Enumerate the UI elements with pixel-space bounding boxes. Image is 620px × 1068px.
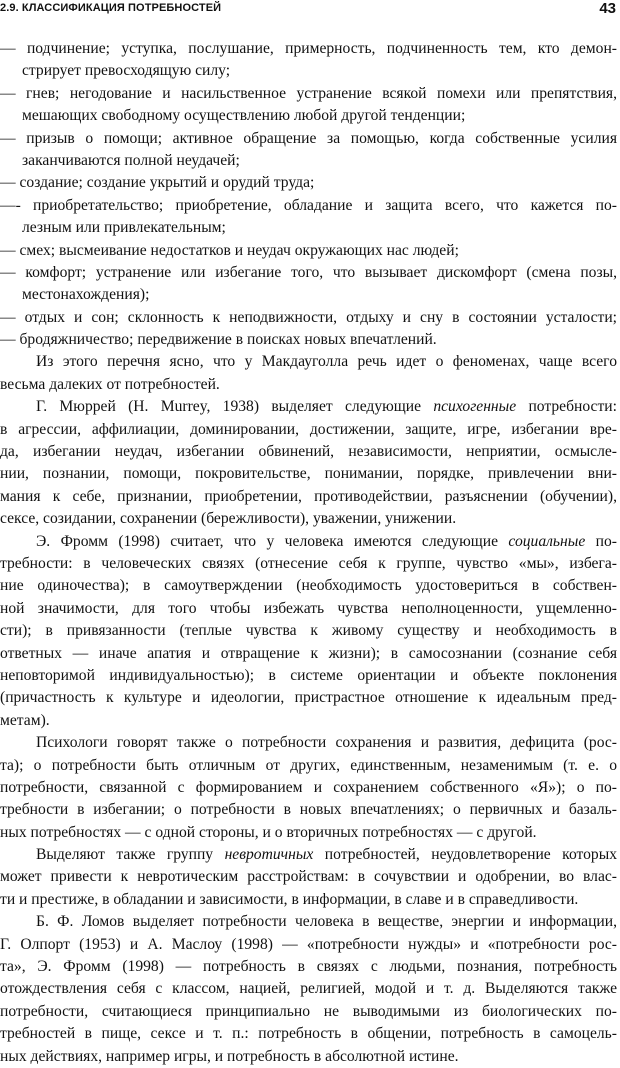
list-item-line: местонахождения); [22,286,150,304]
paragraph-line: Психологи говорят также о потребности сохранения и развития, дефицита (рос- [36,734,617,752]
paragraph-line: сти); в привязанности (теплые чувства к живому существу и необходимость в [0,622,617,640]
paragraph-line: может привести к невротическим расстройствам: в сочувствии и одобрении, во влас- [0,868,617,886]
paragraph-line: да, избегании неудач, избегании обвинений, независимости, неприятии, осмысле- [0,443,617,461]
paragraph-line: Г. Олпорт (1953) и А. Маслоу (1998) — «потребности нужды» и «потребности рос- [0,935,617,953]
paragraph-line [0,396,617,418]
paragraph-text: по- [595,532,617,550]
list-item-line: — отдых и сон; склонность к неподвижности, отдыху и сну в состоянии усталости; [0,308,617,326]
paragraph-line: в агрессии, аффилиации, доминировании, достижении, защите, игре, избегании вре- [0,420,617,438]
paragraph-line: та); о потребности быть отличным от других, единственным, незаменимым (т. е. о [0,756,617,774]
running-title: 2.9. КЛАССИФИКАЦИЯ ПОТРЕБНОСТЕЙ [0,2,222,14]
paragraph-line: нии, познании, помощи, покровительстве, понимании, порядке, привлечении вни- [0,465,617,483]
paragraph-line: (причастность к культуре и идеологии, пристрастное отношение к идеальным пред- [0,689,617,707]
list-item-line: — создание; создание укрытий и орудий труда; [0,174,315,192]
paragraph-line: ных действиях, например игры, и потребность в абсолютной истине. [0,1047,459,1065]
paragraph-line: та», Э. Фромм (1998) — потребность в связях с людьми, познания, потребность [0,958,617,976]
paragraph-line [0,844,617,866]
paragraph-text: потребности: [528,398,617,416]
emphasis-term: социальные [508,532,586,550]
list-item-line: мешающих свободному осуществлению любой другой тенденции; [22,107,466,125]
list-item-line: — подчинение; уступка, послушание, примерность, подчиненность тем, кто демон- [0,40,617,57]
paragraph-line: требности в избегании; о потребности в новых впечатлениях; о первичных и базаль- [0,801,617,819]
paragraph-line: мания к себе, признании, приобретении, противодействии, разъяснении (обучении), [0,487,617,505]
list-item-line: заканчиваются полной неудачей; [22,151,240,169]
paragraph-line: ти и престиже, в обладании и зависимости, в информации, в славе и в справедливости. [0,890,579,908]
paragraph-line [0,531,617,553]
paragraph-line: ние одиночества); в самоутверждении (необходимость удостовериться в собствен- [0,577,617,595]
paragraph-line: весьма далеких от потребностей. [0,375,220,393]
paragraph-line: ных потребностях — с одной стороны, и о вторичных потребностях — с другой. [0,823,537,841]
paragraph-line: Из этого перечня ясно, что у Макдауголла речь идет о феноменах, чаще всего [36,353,617,371]
paragraph-line: ной значимости, для того чтобы избежать чувства неполноценности, ущемленно- [0,599,617,617]
paragraph-line: сексе, созидании, сохранении (бережливости), уважении, унижении. [0,510,457,528]
paragraph-text: Э. Фромм (1998) считает, что у человека имеются следующие [36,532,499,550]
paragraph-line: Б. Ф. Ломов выделяет потребности человека в веществе, энергии и информации, [36,913,617,931]
list-item-line: — гнев; негодование и насильственное устранение всякой помехи или препятствия, [0,84,617,102]
paragraph-line: неповторимой индивидуальностью); в системе ориентации и объекте поклонения [0,666,617,684]
paragraph-line: потребности, связанной с формированием и сохранением собственного «Я»); о по- [0,778,617,796]
list-item-line: —- приобретательство; приобретение, обладание и защита всего, что кажется по- [0,196,617,214]
paragraph-line: метам). [0,711,50,729]
paragraph-line: ответных — иначе апатия и отвращение к жизни); в самосознании (сознание себя [0,644,617,662]
list-item-line: — комфорт; устранение или избегание того, что вызывает дискомфорт (смена позы, [0,263,617,281]
paragraph-line: требностей в пище, сексе и т. п.: потребность в общении, потребность в самоцель- [0,1025,617,1043]
page-header [0,0,616,26]
emphasis-term: психогенные [433,398,517,416]
list-item-line: лезным или привлекательным; [22,219,226,237]
paragraph-text: потребностей, неудовлетворение которых [324,846,617,864]
paragraph-text: Г. Мюррей (H. Murrey, 1938) выделяет следующие [36,398,422,416]
list-item-line: — призыв о помощи; активное обращение за помощью, когда собственные усилия [0,129,617,147]
emphasis-term: невротичных [224,846,314,864]
list-item-line: — смех; высмеивание недостатков и неудач окружающих нас людей; [0,241,459,259]
paragraph-line: требности: в человеческих связях (отнесение себя к группе, чувство «мы», избега- [0,554,617,572]
paragraph-line: отождествления себя с классом, нацией, религией, модой и т. д. Выделяются также [0,980,617,998]
paragraph-line: потребности, считающиеся принципиально не выводимыми из биологических по- [0,1002,617,1020]
page-number: 43 [599,0,616,17]
list-item-line: стрирует превосходящую силу; [22,62,231,80]
paragraph-text: Выделяют также группу [36,846,214,864]
list-item-line: — бродяжничество; передвижение в поисках новых впечатлений. [0,331,437,349]
body-text [0,38,617,1068]
